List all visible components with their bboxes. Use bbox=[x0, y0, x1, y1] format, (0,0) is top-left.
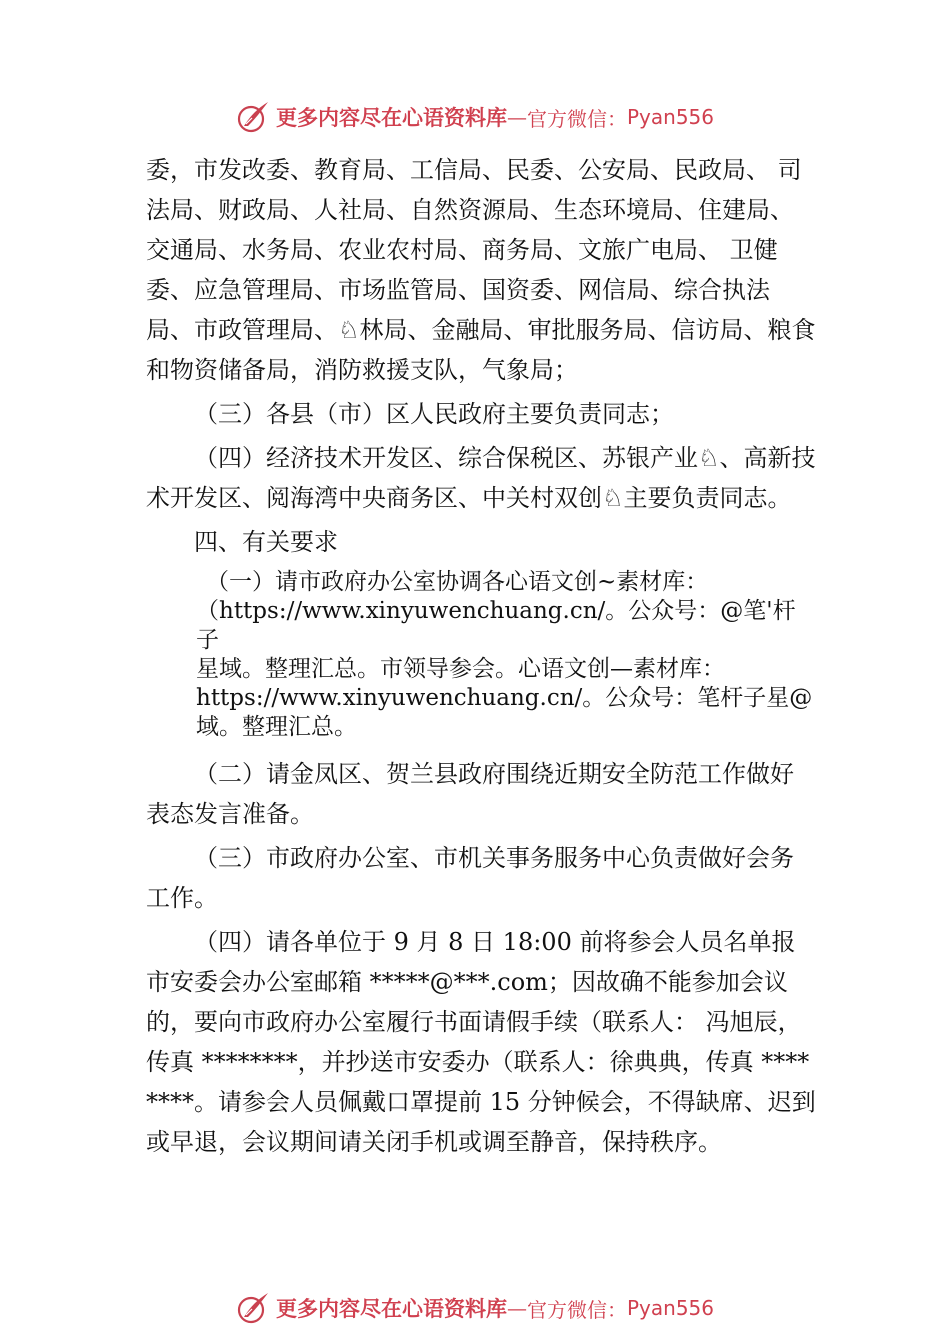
footer-banner bbox=[0, 1286, 950, 1330]
paragraph-requirement-three: （三）市政府办公室、市机关事务服务中心负责做好会务工作。 bbox=[146, 844, 794, 912]
req-one-line-5: 域。整理汇总。 bbox=[196, 714, 357, 740]
req-one-line-2: （https://www.xinyuwenchuang.cn/。公众号：@笔'杆子 bbox=[196, 598, 796, 653]
paragraph-requirement-two: （二）请金凤区、贺兰县政府围绕近期安全防范工作做好表态发言准备。 bbox=[146, 760, 794, 828]
footer-label: 官方微信： bbox=[526, 1297, 627, 1322]
footer-wechat-id: Pyan556 bbox=[626, 1296, 714, 1320]
quill-logo-icon bbox=[236, 1291, 270, 1325]
paragraph-county-leaders: （三）各县（市）区人民政府主要负责同志； bbox=[194, 400, 674, 428]
req-one-line-3: 星域。整理汇总。市领导参会。心语文创—素材库： bbox=[196, 656, 725, 682]
document-body bbox=[146, 150, 816, 1162]
header-label: 官方微信： bbox=[526, 106, 627, 131]
header-brand: 更多内容尽在心语资料库 bbox=[275, 105, 507, 130]
req-one-line-4: https://www.xinyuwenchuang.cn/。公众号：笔杆子星@ bbox=[196, 685, 813, 711]
paragraph-departments: 委，市发改委、教育局、工信局、民委、公安局、民政局、 司法局、财政局、人社局、自然资源局、生态环境局、住建局、交通局、水务局、农业农村局、商务局、文旅广电局、 卫健委、应急管理局、市场监管局、国资委、网信局、综合执法局、市政管理局、♘林局、金融局、审批服务局、信访局、粮食和物资储备局，消防救援支队，气象局； bbox=[146, 156, 816, 384]
req-one-line-1: （一）请市政府办公室协调各心语文创~素材库： bbox=[206, 569, 709, 595]
footer-dash: — bbox=[506, 1296, 527, 1320]
header-wechat-id: Pyan556 bbox=[626, 105, 714, 129]
section-heading-requirements: 四、有关要求 bbox=[194, 528, 338, 556]
paragraph-requirement-four: （四）请各单位于 9 月 8 日 18:00 前将参会人员名单报市安委会办公室邮箱 *****@***.com；因故确不能参加会议的，要向市政府办公室履行书面请假手续（联系人： 冯旭辰，传真 ********，并抄送市安委办（联系人：徐典典，传真 ********。请参会人员佩戴口罩提前 15 分钟候会，不得缺席、迟到或早退，会议期间请关闭手机或调至静音，保持秩序。 bbox=[146, 928, 816, 1156]
header-dash: — bbox=[506, 105, 527, 129]
footer-brand: 更多内容尽在心语资料库 bbox=[275, 1296, 507, 1321]
paragraph-requirement-one bbox=[146, 568, 816, 742]
header-banner bbox=[0, 95, 950, 139]
quill-logo-icon bbox=[236, 100, 270, 134]
paragraph-development-zones: （四）经济技术开发区、综合保税区、苏银产业♘、高新技术开发区、阅海湾中央商务区、中关村双创♘主要负责同志。 bbox=[146, 444, 816, 512]
